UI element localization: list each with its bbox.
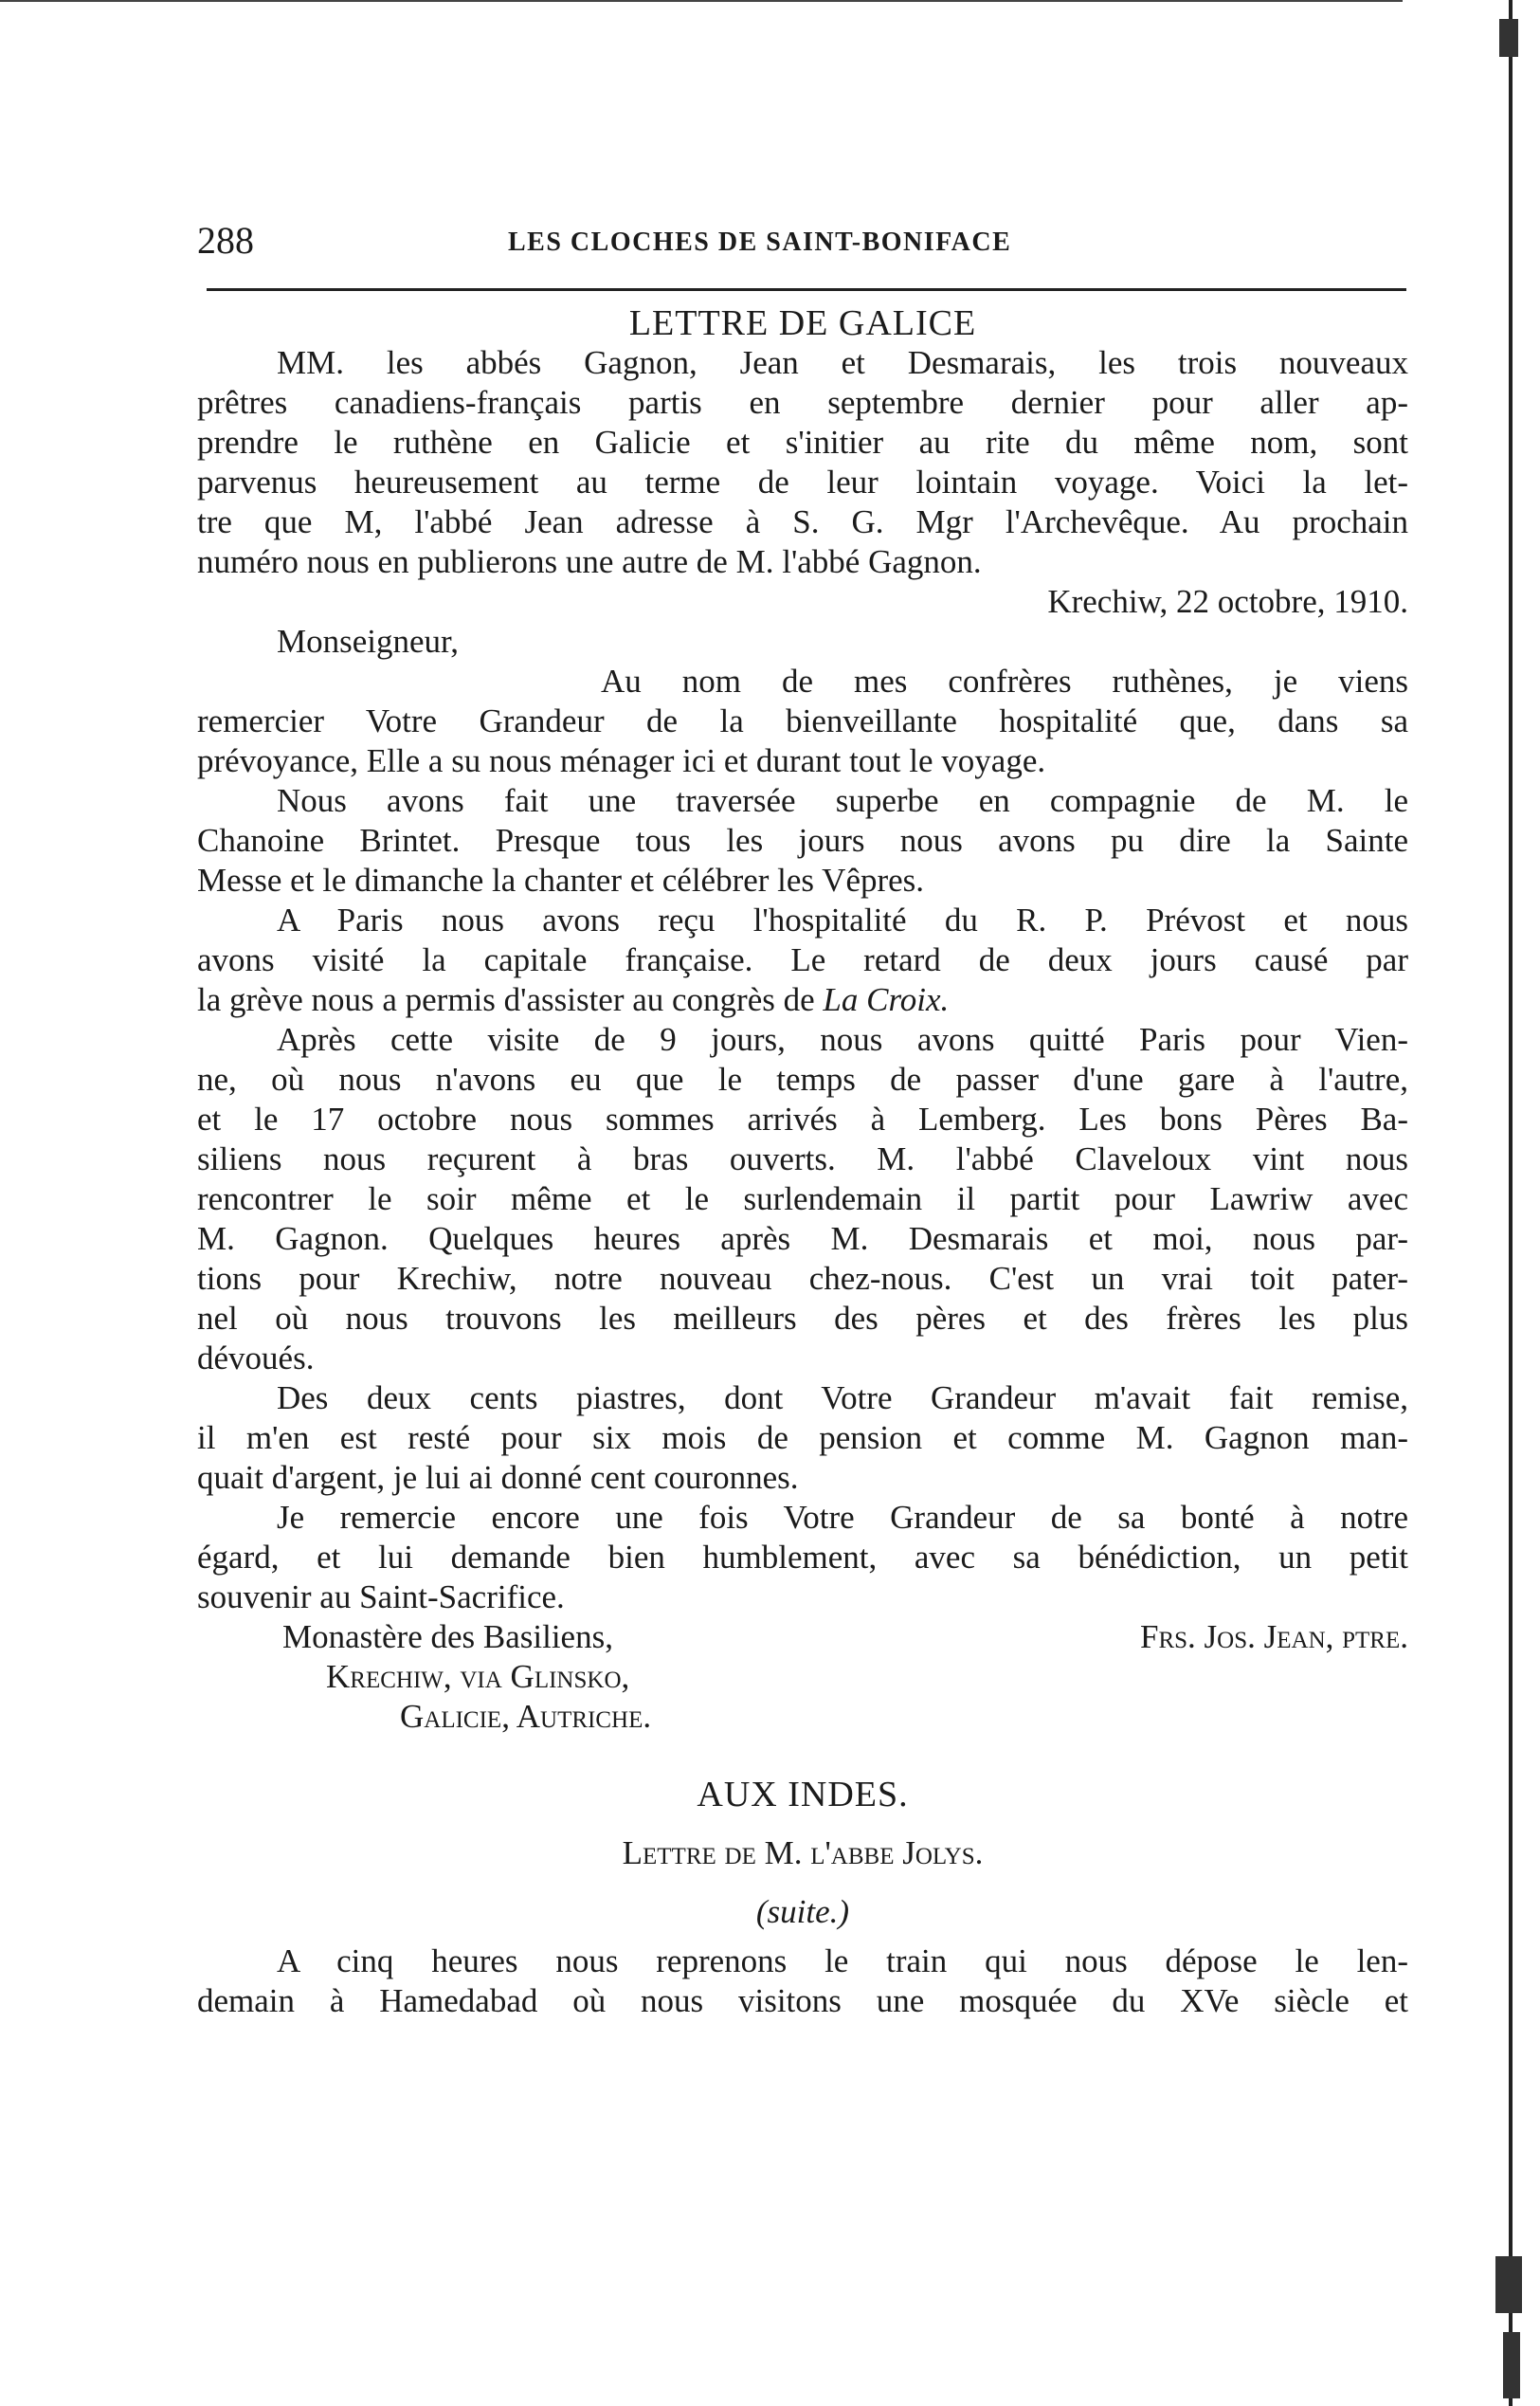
header-rule	[207, 288, 1406, 291]
address-line: Monastère des Basiliens,	[282, 1618, 613, 1655]
intro-paragraph	[197, 343, 1408, 582]
page-header	[197, 218, 1405, 265]
text-line: Je remercie encore une fois Votre Grandeur de sa bonté à notre	[277, 1499, 1408, 1536]
text-line: A Paris nous avons reçu l'hospitalité du R. P. Prévost et nous	[277, 902, 1408, 939]
text-span: la grève nous a permis d'assister au congrès de	[197, 981, 824, 1018]
binding-edge	[1478, 0, 1540, 2406]
salutation: Monseigneur,	[277, 623, 460, 660]
text-line: tre que M, l'abbé Jean adresse à S. G. Mgr l'Archevêque. Au prochain	[197, 503, 1408, 540]
section-title-indes: AUX INDES.	[697, 1775, 909, 1814]
text-line: prendre le ruthène en Galicie et s'initier au rite du même nom, sont	[197, 424, 1408, 461]
text-line: parvenus heureusement au terme de leur lointain voyage. Voici la let-	[197, 464, 1408, 501]
section-gap	[197, 1814, 1408, 1833]
indes-paragraph	[197, 1941, 1408, 2021]
text-line: avons visité la capitale française. Le retard de deux jours causé par	[197, 941, 1408, 978]
letter-paragraph	[197, 1378, 1408, 1498]
signature: Frs. Jos. Jean, ptre.	[1140, 1618, 1408, 1655]
text-line: Chanoine Brintet. Presque tous les jours nous avons pu dire la Sainte	[197, 822, 1408, 859]
text-line: MM. les abbés Gagnon, Jean et Desmarais, les trois nouveaux	[277, 344, 1408, 381]
text-line: prêtres canadiens-français partis en septembre dernier pour aller ap-	[197, 384, 1408, 421]
text-line: quait d'argent, je lui ai donné cent couronnes.	[197, 1459, 799, 1496]
section-subtitle: Lettre de M. l'abbe Jolys.	[622, 1834, 984, 1871]
text-line: M. Gagnon. Quelques heures après M. Desmarais et moi, nous par-	[197, 1220, 1408, 1257]
address-line: Krechiw, via Glinsko,	[326, 1658, 630, 1695]
page-number: 288	[197, 219, 254, 262]
text-line: il m'en est resté pour six mois de pension et comme M. Gagnon man-	[197, 1419, 1408, 1456]
edge-speck	[1499, 19, 1518, 57]
letter-paragraph	[197, 1020, 1408, 1378]
text-line: rencontrer le soir même et le surlendemain il partit pour Lawriw avec	[197, 1180, 1408, 1217]
la-croix-title: La Croix.	[823, 981, 950, 1018]
page-text	[197, 303, 1408, 2021]
address-line: Galicie, Autriche.	[400, 1698, 652, 1735]
text-line: et le 17 octobre nous sommes arrivés à Lemberg. Les bons Pères Ba-	[197, 1101, 1408, 1138]
letter-paragraph	[197, 1498, 1408, 1617]
text-line: Après cette visite de 9 jours, nous avons quitté Paris pour Vien-	[277, 1021, 1408, 1058]
section-title-galice: LETTRE DE GALICE	[628, 303, 977, 343]
text-line: demain à Hamedabad où nous visitons une mosquée du XVe siècle et	[197, 1982, 1408, 2019]
text-line: Des deux cents piastres, dont Votre Grandeur m'avait fait remise,	[277, 1379, 1408, 1416]
letter-paragraph	[197, 901, 1408, 1020]
dateline: Krechiw, 22 octobre, 1910.	[1047, 583, 1408, 620]
text-line: siliens nous reçurent à bras ouverts. M. l'abbé Claveloux vint nous	[197, 1140, 1408, 1177]
text-line: tions pour Krechiw, notre nouveau chez-nous. C'est un vrai toit pater-	[197, 1260, 1408, 1297]
text-line	[197, 980, 1408, 1020]
text-line: Messe et le dimanche la chanter et célébrer les Vêpres.	[197, 862, 925, 899]
binding-edge-line	[1509, 0, 1513, 2406]
text-line: prévoyance, Elle a su nous ménager ici et durant tout le voyage.	[197, 742, 1046, 779]
section-gap	[197, 1737, 1408, 1775]
text-line: souvenir au Saint-Sacrifice.	[197, 1578, 565, 1615]
edge-speck	[1503, 2332, 1520, 2398]
text-line: A cinq heures nous reprenons le train qui nous dépose le len-	[277, 1942, 1408, 1979]
text-line: remercier Votre Grandeur de la bienveillante hospitalité que, dans sa	[197, 702, 1408, 739]
section-gap	[197, 1873, 1408, 1892]
text-line: dévoués.	[197, 1340, 315, 1376]
text-line: Au nom de mes confrères ruthènes, je viens	[601, 663, 1408, 700]
text-line: numéro nous en publierons une autre de M. l'abbé Gagnon.	[197, 543, 982, 580]
edge-speck	[1495, 2256, 1522, 2313]
letter-paragraph	[197, 662, 1408, 781]
text-line: égard, et lui demande bien humblement, avec sa bénédiction, un petit	[197, 1539, 1408, 1576]
suite-label: (suite.)	[755, 1893, 850, 1930]
top-edge-rule	[0, 0, 1403, 2]
signature-row	[197, 1617, 1408, 1657]
running-title: LES CLOCHES DE SAINT-BONIFACE	[508, 228, 1012, 257]
letter-paragraph	[197, 781, 1408, 901]
text-line: nel où nous trouvons les meilleurs des pères et des frères les plus	[197, 1300, 1408, 1337]
section-gap	[197, 1932, 1408, 1941]
text-line: Nous avons fait une traversée superbe en compagnie de M. le	[277, 782, 1408, 819]
text-line: ne, où nous n'avons eu que le temps de passer d'une gare à l'autre,	[197, 1061, 1408, 1098]
